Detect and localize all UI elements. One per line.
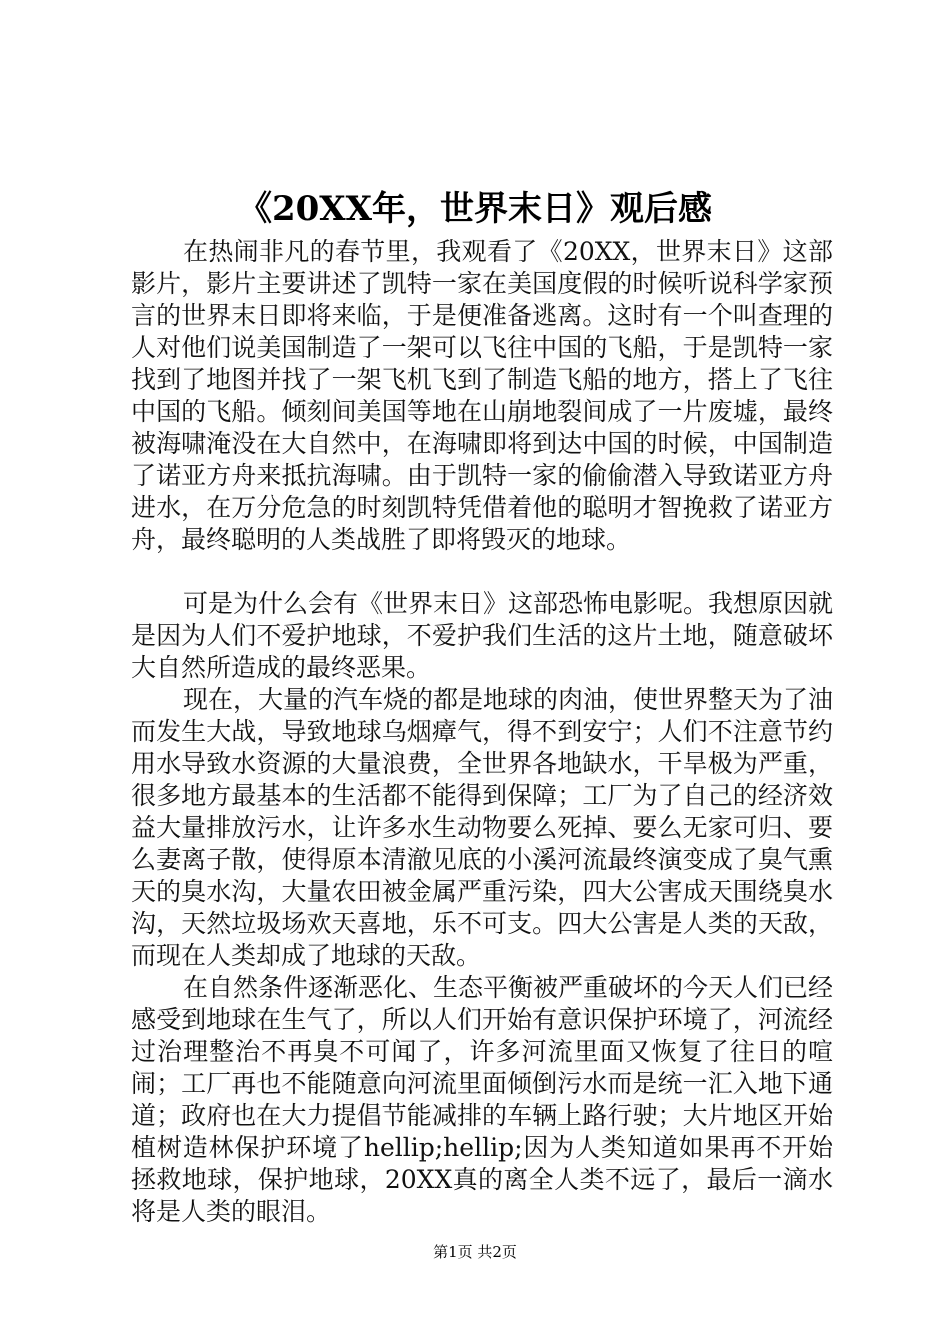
paragraph-gap <box>131 556 833 588</box>
paragraph-2: 可是为什么会有《世界末日》这部恐怖电影呢。我想原因就是因为人们不爱护地球，不爱护我们生活的这片土地，随意破坏大自然所造成的最终恶果。 <box>131 589 834 682</box>
paragraph-4: 在自然条件逐渐恶化、生态平衡被严重破坏的今天人们已经感受到地球在生气了，所以人们开始有意识保护环境了，河流经过治理整治不再臭不可闻了，许多河流里面又恢复了往日的喧闹；工厂再也不能随意向河流里面倾倒污水而是统一汇入地下通道；政府也在大力提倡节能减排的车辆上路行驶；大片地区开始植树造林保护环境了hellip;hellip;因为人类知道如果再不开始拯救地球，保护地球，20XX真的离全人类不远了，最后一滴水将是人类的眼泪。 <box>131 973 834 1226</box>
paragraph-3: 现在，大量的汽车烧的都是地球的肉油，使世界整天为了油而发生大战，导致地球乌烟瘴气，得不到安宁；人们不注意节约用水导致水资源的大量浪费，全世界各地缺水，干旱极为严重，很多地方最基本的生活都不能得到保障；工厂为了自己的经济效益大量排放污水，让许多水生动物要么死掉、要么无家可归、要么妻离子散，使得原本清澈见底的小溪河流最终演变成了臭气熏天的臭水沟，大量农田被金属严重污染，四大公害成天围绕臭水沟，天然垃圾场欢天喜地，乐不可支。四大公害是人类的天敌，而现在人类却成了地球的天敌。 <box>131 685 834 970</box>
paragraph-1: 在热闹非凡的春节里，我观看了《20XX，世界末日》这部影片，影片主要讲述了凯特一家在美国度假的时候听说科学家预言的世界末日即将来临，于是便准备逃离。这时有一个叫查理的人对他们说美国制造了一架可以飞往中国的飞船，于是凯特一家找到了地图并找了一架飞机飞到了制造飞船的地方，搭上了飞往中国的飞船。倾刻间美国等地在山崩地裂间成了一片废墟，最终被海啸淹没在大自然中，在海啸即将到达中国的时候，中国制造了诺亚方舟来抵抗海啸。由于凯特一家的偷偷潜入导致诺亚方舟进水，在万分危急的时刻凯特凭借着他的聪明才智挽救了诺亚方舟，最终聪明的人类战胜了即将毁灭的地球。 <box>131 237 833 554</box>
document-body <box>131 236 833 1228</box>
page-footer: 第1页 共2页 <box>433 1243 517 1261</box>
document-title: 《20XX年，世界末日》观后感 <box>237 189 713 229</box>
